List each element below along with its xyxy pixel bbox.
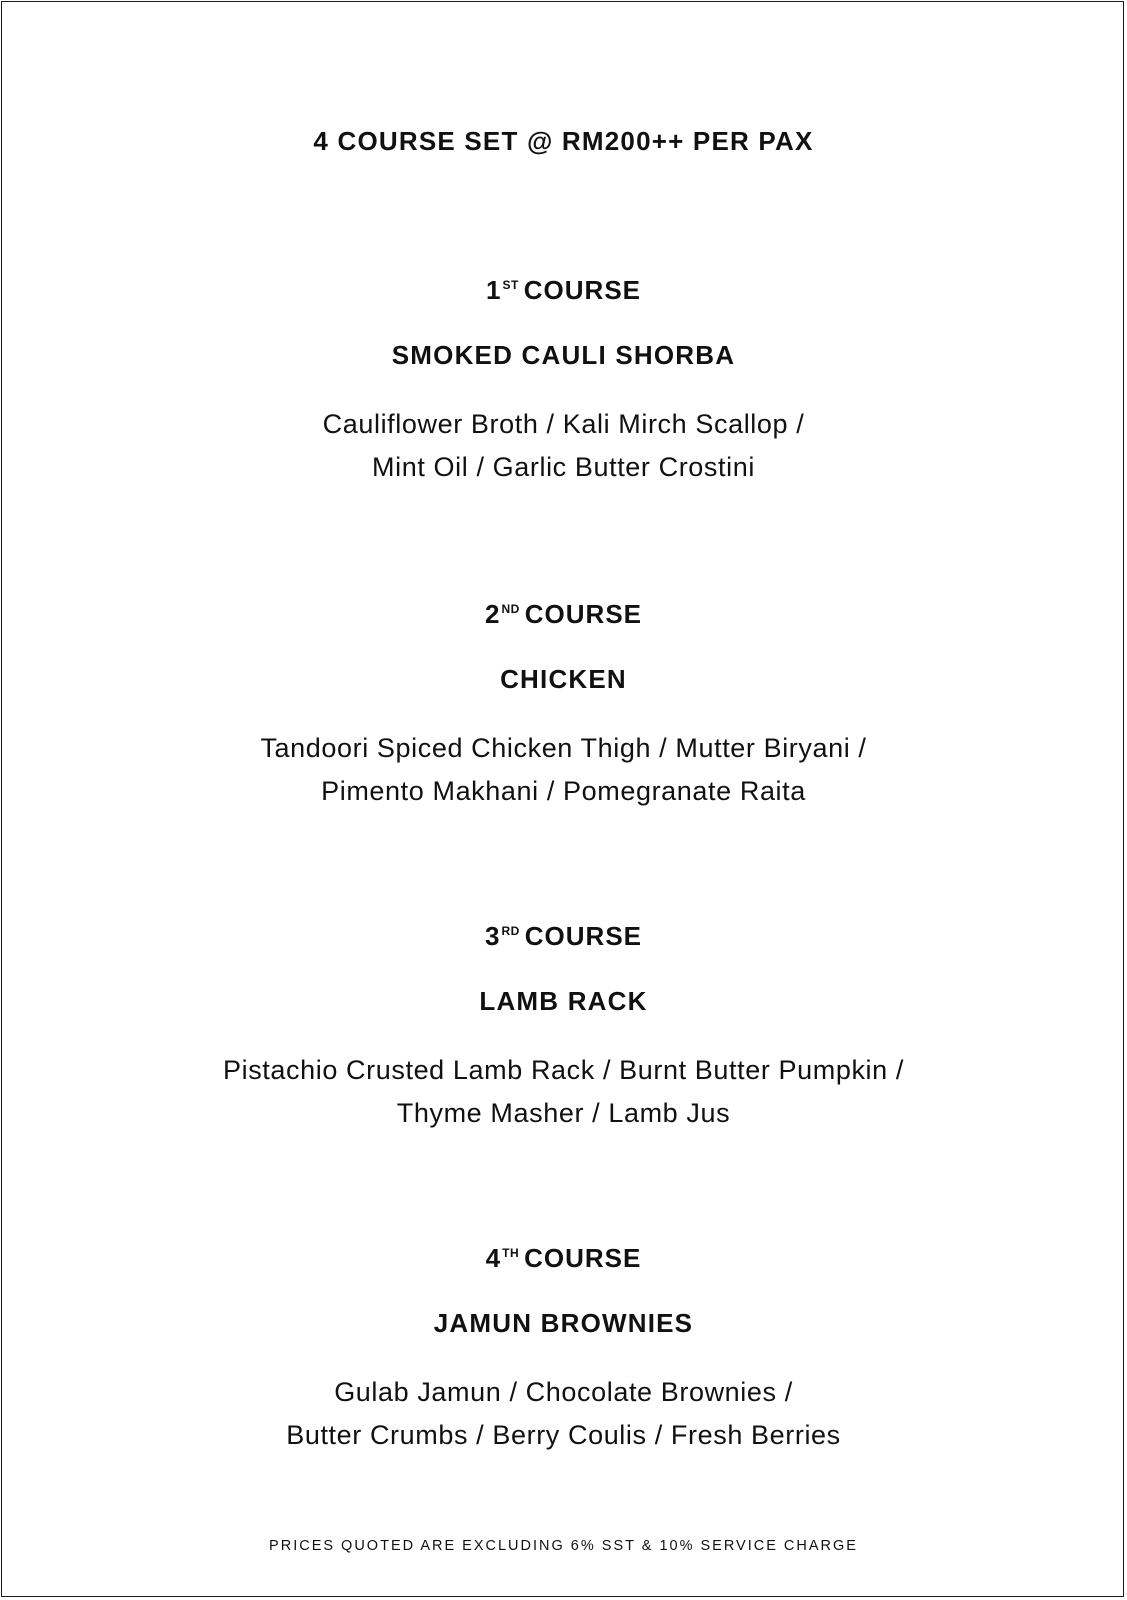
dish-description [0,1049,1127,1135]
course-section-1 [0,265,1127,489]
description-line: Butter Crumbs / Berry Coulis / Fresh Berries [286,1420,841,1450]
course-ordinal-suffix: RD [501,924,520,938]
course-heading [0,265,1127,305]
dish-description [0,727,1127,813]
description-line: Pimento Makhani / Pomegranate Raita [321,776,806,806]
course-section-4 [0,1233,1127,1457]
course-number: 4 [485,1243,502,1273]
dish-description [0,1371,1127,1457]
course-ordinal-suffix: ND [501,602,520,616]
menu-title: 4 COURSE SET @ RM200++ PER PAX [313,126,814,156]
description-line: Gulab Jamun / Chocolate Brownies / [334,1377,793,1407]
course-ordinal-suffix: ST [502,278,519,292]
course-heading [0,1233,1127,1273]
description-line: Tandoori Spiced Chicken Thigh / Mutter Biryani / [260,733,867,763]
course-heading [0,589,1127,629]
course-label: COURSE [524,921,643,951]
dish-description [0,403,1127,489]
course-label: COURSE [523,275,642,305]
dish-name: SMOKED CAULI SHORBA [391,340,736,370]
dish-name: JAMUN BROWNIES [433,1308,694,1338]
description-line: Thyme Masher / Lamb Jus [396,1098,731,1128]
course-heading [0,911,1127,951]
price-disclaimer: PRICES QUOTED ARE EXCLUDING 6% SST & 10% SERVICE CHARGE [269,1538,858,1554]
course-section-2 [0,589,1127,813]
dish-name: CHICKEN [500,664,627,694]
course-number: 1 [485,275,502,305]
course-section-3 [0,911,1127,1135]
description-line: Cauliflower Broth / Kali Mirch Scallop / [322,409,805,439]
description-line: Mint Oil / Garlic Butter Crostini [372,452,755,482]
course-number: 3 [484,921,501,951]
description-line: Pistachio Crusted Lamb Rack / Burnt Butter Pumpkin / [223,1055,904,1085]
course-number: 2 [484,599,501,629]
dish-name: LAMB RACK [479,986,648,1016]
course-ordinal-suffix: TH [502,1246,520,1260]
course-label: COURSE [524,599,643,629]
course-label: COURSE [524,1243,642,1273]
